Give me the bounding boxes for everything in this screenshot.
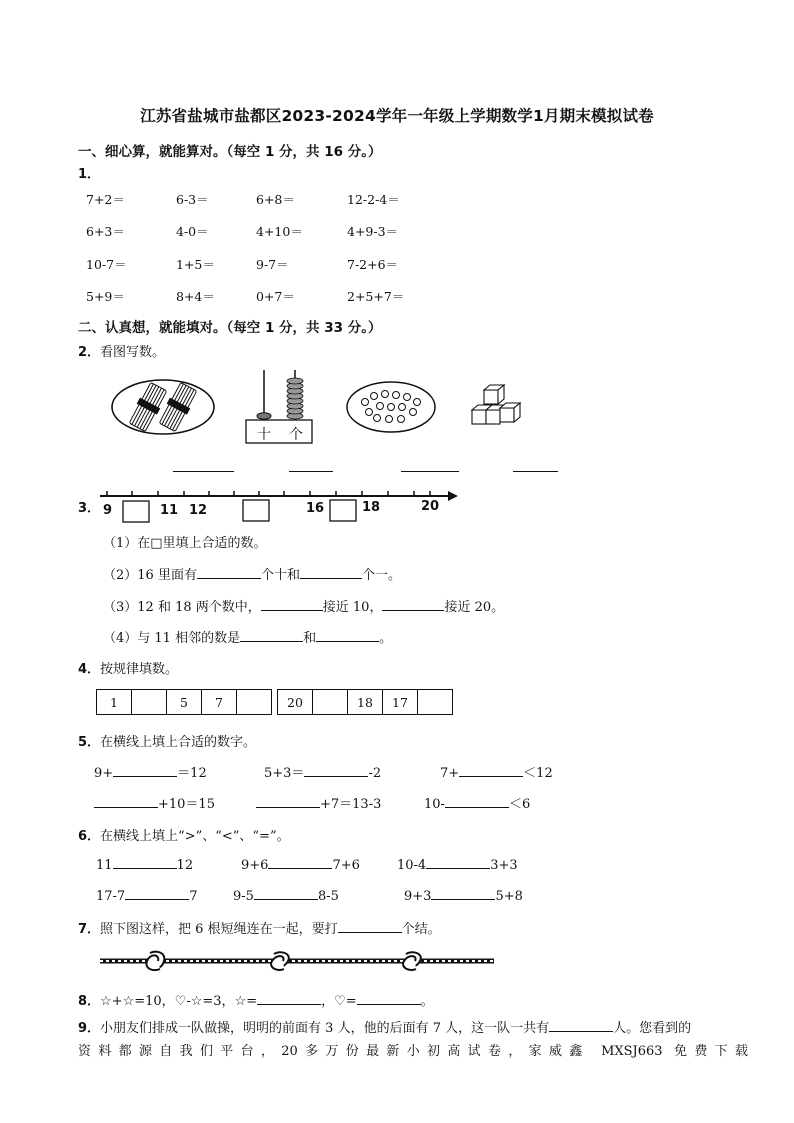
number-box[interactable] [243, 500, 269, 521]
tick-label: 9 [103, 503, 113, 518]
tick-label: 16 [306, 501, 325, 516]
sequence-cell[interactable]: 20 [278, 690, 313, 715]
stick-bundles-image [110, 378, 216, 436]
answer-blank[interactable] [197, 566, 261, 579]
q4-number: 4． [78, 662, 101, 677]
abacus-tens-label: 十 [257, 427, 271, 443]
cubes-image [470, 384, 522, 430]
q5-item [94, 762, 207, 781]
q6-text: 在横线上填上“>”、“<”、“=”。 [100, 829, 290, 844]
q6-item [96, 887, 198, 904]
answer-line[interactable] [401, 471, 459, 472]
q5-item [424, 793, 530, 812]
answer-blank[interactable] [445, 795, 509, 808]
calc-item: 1+5＝ [176, 257, 215, 272]
q5-item [264, 762, 381, 781]
q6-text: 8-5 [317, 889, 339, 904]
sequence-cell[interactable]: 1 [97, 690, 132, 715]
tick-label: 12 [189, 503, 208, 518]
sequence-cell[interactable] [418, 690, 453, 715]
q4-text: 按规律填数。 [100, 662, 179, 677]
q3-part2-text: 个十和 [260, 568, 300, 583]
q5-text: ＝12 [177, 766, 207, 781]
sequence-cell[interactable]: 7 [202, 690, 237, 715]
q9-text: 小朋友们排成一队做操，明明的前面有 3 人，他的后面有 7 人，这一队一共有 [100, 1021, 550, 1036]
answer-blank[interactable] [261, 598, 323, 611]
answer-blank[interactable] [254, 887, 318, 900]
section2-heading: 二、认真想，就能填对。（每空 1 分，共 33 分。） [78, 320, 382, 336]
sequence-cell[interactable]: 18 [348, 690, 383, 715]
answer-blank[interactable] [338, 920, 402, 933]
q7 [78, 918, 441, 937]
sequence-cell[interactable] [132, 690, 167, 715]
answer-blank[interactable] [426, 856, 490, 869]
q6-text: 17-7 [96, 889, 126, 904]
q6 [78, 825, 290, 844]
q6-text: 3+3 [490, 858, 518, 873]
number-line [96, 484, 466, 526]
answer-blank[interactable] [300, 566, 362, 579]
q3-part4-text: 和 [303, 631, 317, 646]
calc-item: 2+5+7＝ [347, 289, 405, 304]
q6-text: 7 [189, 889, 198, 904]
section1-heading: 一、细心算，就能算对。（每空 1 分，共 16 分。） [78, 144, 382, 160]
answer-line[interactable] [513, 471, 558, 472]
abacus-image [244, 368, 316, 446]
tick-label: 18 [362, 500, 381, 515]
q5-item [94, 793, 215, 812]
q6-text: 11 [96, 858, 113, 873]
q6-text: 12 [176, 858, 194, 873]
q5-item [440, 762, 553, 781]
q5-text: ＜6 [508, 797, 531, 812]
answer-blank[interactable] [94, 795, 158, 808]
calc-item: 4+10＝ [256, 224, 303, 239]
q5-text: 10- [424, 797, 445, 812]
q6-item [233, 887, 339, 904]
q8-number: 8． [78, 994, 101, 1009]
q5-text: 在横线上填上合适的数字。 [100, 735, 257, 750]
tick-label: 20 [421, 499, 440, 514]
sequence-cell[interactable]: 17 [383, 690, 418, 715]
q8-text: ，♡= [321, 994, 357, 1009]
q3-part4 [103, 627, 392, 646]
q7-number: 7． [78, 922, 101, 937]
tick-label: 11 [160, 503, 179, 518]
q9 [78, 1017, 691, 1036]
q9-text: 人。您看到的 [613, 1021, 692, 1036]
answer-blank[interactable] [113, 856, 177, 869]
q6-item [397, 856, 518, 873]
answer-blank[interactable] [125, 887, 189, 900]
calc-item: 12-2-4＝ [347, 192, 400, 207]
sequence-table [96, 689, 453, 715]
answer-blank[interactable] [256, 795, 320, 808]
answer-blank[interactable] [316, 629, 379, 642]
q3-part3-text: （3）12 和 18 两个数中， [103, 600, 261, 615]
q5-number: 5． [78, 735, 101, 750]
answer-blank[interactable] [459, 764, 523, 777]
q6-text: 7+6 [332, 858, 360, 873]
knotted-rope-image [98, 950, 496, 972]
q6-text: 9-5 [233, 889, 254, 904]
q6-item [241, 856, 360, 873]
q5-text: ＜12 [523, 766, 553, 781]
sequence-cell[interactable]: 5 [167, 690, 202, 715]
answer-blank[interactable] [431, 887, 495, 900]
calc-item: 0+7＝ [256, 289, 295, 304]
q6-item [96, 856, 193, 873]
answer-blank[interactable] [240, 629, 303, 642]
q3-part1: （1）在□里填上合适的数。 [103, 536, 267, 551]
q5-item [256, 793, 381, 812]
q5-text: 9+ [94, 766, 114, 781]
q3-part2 [103, 564, 401, 583]
plate-of-items-image [345, 380, 437, 434]
answer-blank[interactable] [257, 992, 321, 1005]
q1-number: 1． [78, 167, 101, 182]
q3-part3-text: 接近 20。 [444, 600, 505, 615]
calc-item: 6-3＝ [176, 192, 209, 207]
answer-blank[interactable] [382, 598, 444, 611]
q7-text: 照下图这样，把 6 根短绳连在一起，要打 [100, 922, 338, 937]
q8-text: 。 [420, 994, 434, 1009]
calc-item: 10-7＝ [86, 257, 127, 272]
calc-item: 4-0＝ [176, 224, 209, 239]
q2 [78, 341, 165, 360]
q6-text: 9+6 [241, 858, 269, 873]
answer-blank[interactable] [304, 764, 368, 777]
q5-text: 7+ [440, 766, 460, 781]
q3-part2-text: （2）16 里面有 [103, 568, 197, 583]
answer-blank[interactable] [268, 856, 332, 869]
number-box[interactable] [330, 500, 356, 521]
q9-number: 9． [78, 1021, 101, 1036]
q6-text: 10-4 [397, 858, 427, 873]
q8 [78, 990, 434, 1009]
sequence-cell[interactable] [237, 690, 272, 715]
answer-line[interactable] [289, 471, 333, 472]
q2-text: 看图写数。 [100, 345, 166, 360]
q5 [78, 731, 256, 750]
q5-text: -2 [368, 766, 382, 781]
q5-text: 5+3＝ [264, 766, 305, 781]
calc-item: 6+8＝ [256, 192, 295, 207]
q3-number: 3． [78, 501, 101, 516]
calc-item: 9-7＝ [256, 257, 289, 272]
calc-item: 6+3＝ [86, 224, 125, 239]
calc-item: 7-2+6＝ [347, 257, 399, 272]
page-title: 江苏省盐城市盐都区2023-2024学年一年级上学期数学1月期末模拟试卷 [140, 107, 654, 125]
q3-part3 [103, 596, 504, 615]
q6-text: 9+3 [404, 889, 432, 904]
sequence-cell[interactable] [313, 690, 348, 715]
q4 [78, 658, 178, 677]
number-box[interactable] [123, 501, 149, 522]
q5-text: +7＝13-3 [320, 797, 382, 812]
calc-item: 4+9-3＝ [347, 224, 399, 239]
q9-line2: 资料都源自我们平台，20多万份最新小初高试卷，家威鑫 MXSJ663 免费下载 [78, 1044, 748, 1059]
q3-part3-text: 接近 10， [322, 600, 383, 615]
calc-item: 8+4＝ [176, 289, 215, 304]
q6-number: 6． [78, 829, 101, 844]
q3-part4-text: 。 [379, 631, 393, 646]
q6-item [404, 887, 523, 904]
answer-blank[interactable] [357, 992, 421, 1005]
answer-line[interactable] [173, 471, 234, 472]
answer-blank[interactable] [113, 764, 177, 777]
q6-text: 5+8 [495, 889, 523, 904]
q5-text: +10＝15 [158, 797, 215, 812]
answer-blank[interactable] [549, 1019, 613, 1032]
abacus-ones-label: 个 [289, 427, 303, 443]
q8-text: ☆+☆=10，♡-☆=3，☆= [100, 994, 258, 1009]
q3-part4-text: （4）与 11 相邻的数是 [103, 631, 241, 646]
calc-item: 5+9＝ [86, 289, 125, 304]
q7-text: 个结。 [401, 922, 441, 937]
q2-number: 2． [78, 345, 101, 360]
q3-part2-text: 个一。 [361, 568, 401, 583]
calc-item: 7+2＝ [86, 192, 125, 207]
